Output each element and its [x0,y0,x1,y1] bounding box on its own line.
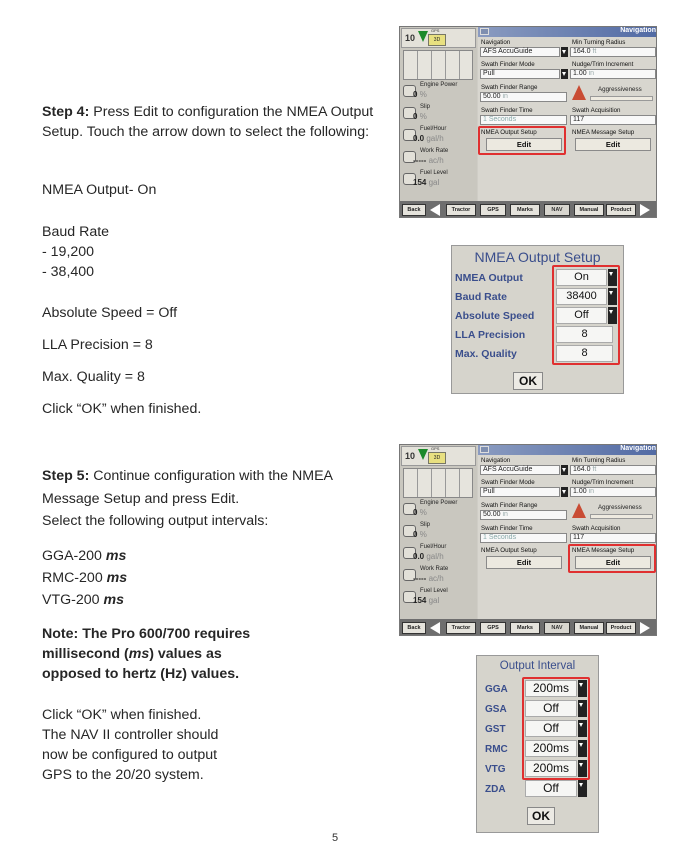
swath-time-label: Swath Finder Time [481,525,533,532]
navigation-dropdown-arrow-icon[interactable] [561,47,568,57]
min-turning-label: Min Turning Radius [572,39,626,46]
row-label-vtg: VTG [485,764,506,775]
step5-final-line1: Click “OK” when finished. [42,707,202,723]
tab-tractor[interactable]: Tractor [446,622,476,634]
tab-gps[interactable]: GPS [480,204,506,216]
nmea-message-edit-button[interactable]: Edit [575,556,651,569]
rmc-select[interactable]: 200ms [525,740,577,757]
nudge-label: Nudge/Trim Increment [572,61,634,68]
swath-mode-label: Swath Finder Mode [481,479,535,486]
swath-range-field[interactable]: 50.00 in [480,510,567,520]
warning-triangle-icon [572,503,586,518]
swath-time-field[interactable]: 1 Seconds [480,533,567,543]
gauge-engine-power: Engine Power 0 % [402,500,476,519]
step5-final-line2: The NAV II controller should [42,727,219,743]
back-button[interactable]: Back [402,204,426,216]
gauge-fuel-hour: Fuel/Hour 0.0 gal/h [402,126,476,145]
page-number: 5 [332,832,339,844]
row-label-rmc: RMC [485,744,508,755]
tab-tractor[interactable]: Tractor [446,204,476,216]
step4-body: Press Edit to configuration the NMEA Output Setup. Touch the arrow down to select the following: [42,104,374,140]
nmea-message-setup-label: NMEA Message Setup [572,547,635,554]
step4-absolute-speed: Absolute Speed = Off [42,305,178,321]
step4-click-ok: Click “OK” when finished. [42,401,202,417]
nmea-message-edit-button[interactable]: Edit [575,138,651,151]
tab-gps[interactable]: GPS [480,622,506,634]
left-gauge-panel [400,27,477,201]
navigation-select[interactable]: AFS AccuGuide [480,465,560,475]
tab-nav[interactable]: NAV [544,204,570,216]
highlight-box [552,265,620,365]
highlight-box [522,677,590,780]
swath-mode-dropdown-arrow-icon[interactable] [561,69,568,79]
nudge-field[interactable]: 1.00 in [570,69,656,79]
step5-body-line2: Message Setup and press Edit. [42,491,240,507]
tab-marks[interactable]: Marks [510,204,540,216]
gps-label: GPS [431,28,440,33]
tab-product[interactable]: Product [606,204,636,216]
dialog-title: NMEA Output Setup [474,249,601,265]
step4-baud-1: - 19,200 [42,244,95,260]
back-button[interactable]: Back [402,622,426,634]
navigation-screen-step4 [399,26,657,218]
gauge-work-rate: Work Rate ----- ac/h [402,566,476,585]
swath-time-label: Swath Finder Time [481,107,533,114]
navigation-header: Navigation [478,27,657,37]
vtg-select[interactable]: 200ms [525,760,577,777]
min-turning-label: Min Turning Radius [572,457,626,464]
tab-product[interactable]: Product [606,622,636,634]
nmea-output-setup-label: NMEA Output Setup [481,129,537,136]
zda-select[interactable]: Off [525,780,577,797]
navigation-dropdown-arrow-icon[interactable] [561,465,568,475]
gps-badge: 3D [428,452,446,464]
step5-interval-vtg: VTG-200 ms [42,592,125,608]
step5-heading: Step 5: [42,468,90,484]
swath-acq-label: Swath Acquisition [572,107,621,114]
row-label-baud-rate: Baud Rate [455,291,507,303]
row-label-lla-precision: LLA Precision [455,329,526,341]
gst-select[interactable]: Off [525,720,577,737]
gps-label: GPS [431,446,440,451]
step5-line1 [42,466,333,486]
min-turning-field[interactable]: 164.0 ft [570,47,656,57]
baud-rate-select[interactable]: 38400 [556,288,607,305]
swath-mode-dropdown-arrow-icon[interactable] [561,487,568,497]
gauge-grid [403,50,473,80]
prev-arrow-icon[interactable] [430,204,440,216]
tab-marks[interactable]: Marks [510,622,540,634]
tab-manual[interactable]: Manual [574,204,604,216]
absolute-speed-select[interactable]: Off [556,307,607,324]
step5-final-line4: GPS to the 20/20 system. [42,767,204,783]
close-icon[interactable] [480,28,489,35]
gga-select[interactable]: 200ms [525,680,577,697]
swath-acq-label: Swath Acquisition [572,525,621,532]
swath-time-field[interactable]: 1 Seconds [480,115,567,125]
step5-note-line3: opposed to hertz (Hz) values. [42,666,240,682]
tab-manual[interactable]: Manual [574,622,604,634]
gauge-fuel-hour: Fuel/Hour 0.0 gal/h [402,544,476,563]
row-label-gsa: GSA [485,704,507,715]
gauge-work-rate: Work Rate ----- ac/h [402,148,476,167]
step5-note-line2: millisecond (ms) values as [42,646,222,662]
navigation-screen-step5 [399,444,657,636]
step4-baud-title: Baud Rate [42,224,110,240]
aggressiveness-slider[interactable]: Aggressiveness [570,503,655,521]
navigation-select[interactable]: AFS AccuGuide [480,47,560,57]
zda-dropdown-arrow-icon[interactable] [578,780,587,797]
highlight-box [478,126,566,155]
prev-arrow-icon[interactable] [430,622,440,634]
step4-instructions [42,102,387,142]
down-arrow-icon [418,449,428,460]
swath-acq-field[interactable]: 117 [570,533,656,543]
step5-interval-gga: GGA-200 ms [42,548,127,564]
navigation-label: Navigation [481,39,511,46]
tab-nav[interactable]: NAV [544,622,570,634]
top-number: 10 [405,451,416,461]
lla-precision-field[interactable]: 8 [556,326,613,343]
nmea-output-edit-button[interactable]: Edit [486,556,562,569]
bottom-nav-bar [400,201,657,218]
swath-mode-select[interactable]: Pull [480,69,560,79]
dialog-title: Output Interval [499,660,576,672]
step4-nmea-output: NMEA Output- On [42,182,157,198]
gauge-fuel-level: Fuel Level 154 gal [402,588,476,607]
output-interval-dialog [476,655,599,833]
aggressiveness-slider[interactable]: Aggressiveness [570,85,655,103]
top-number: 10 [405,33,416,43]
swath-acq-field[interactable]: 117 [570,115,656,125]
nudge-label: Nudge/Trim Increment [572,479,634,486]
swath-range-label: Swath Finder Range [481,502,538,509]
gps-badge: 3D [428,34,446,46]
nmea-output-edit-button[interactable]: Edit [486,138,562,151]
next-arrow-icon[interactable] [640,204,650,216]
row-label-gst: GST [485,724,506,735]
highlight-box [568,544,656,573]
row-label-absolute-speed: Absolute Speed [455,310,535,322]
next-arrow-icon[interactable] [640,622,650,634]
step4-max-quality: Max. Quality = 8 [42,369,145,385]
swath-range-field[interactable]: 50.00 in [480,92,567,102]
row-label-zda: ZDA [485,784,506,795]
ok-button[interactable]: OK [513,372,543,390]
step4-lla-precision: LLA Precision = 8 [42,337,153,353]
ok-button[interactable]: OK [527,807,555,825]
min-turning-field[interactable]: 164.0 ft [570,465,656,475]
nmea-output-setup-label: NMEA Output Setup [481,547,537,554]
gauge-slip: Slip 0 % [402,522,476,541]
nmea-message-setup-label: NMEA Message Setup [572,129,635,136]
step5-final-line3: now be configured to output [42,747,218,763]
swath-range-label: Swath Finder Range [481,84,538,91]
step4-heading: Step 4: [42,104,90,120]
row-label-max-quality: Max. Quality [455,348,517,360]
navigation-panel [478,27,657,201]
gauge-engine-power: Engine Power 0 % [402,82,476,101]
nmea-output-setup-dialog [451,245,624,394]
navigation-label: Navigation [481,457,511,464]
warning-triangle-icon [572,85,586,100]
nudge-field[interactable]: 1.00 in [570,487,656,497]
close-icon[interactable] [480,446,489,453]
step5-body-line3: Select the following output intervals: [42,513,269,529]
step5-note-line1: Note: The Pro 600/700 requires [42,626,251,642]
gsa-select[interactable]: Off [525,700,577,717]
step5-interval-rmc: RMC-200 ms [42,570,128,586]
step4-baud-2: - 38,400 [42,264,95,280]
bottom-nav-bar [400,619,657,636]
swath-mode-label: Swath Finder Mode [481,61,535,68]
row-label-gga: GGA [485,684,508,695]
gauge-grid [403,468,473,498]
swath-mode-select[interactable]: Pull [480,487,560,497]
navigation-panel [478,445,657,619]
max-quality-field[interactable]: 8 [556,345,613,362]
row-label-nmea-output: NMEA Output [455,272,523,284]
step5-body-line1: Continue configuration with the NMEA [93,468,334,484]
navigation-header: Navigation [478,445,657,455]
gauge-fuel-level: Fuel Level 154 gal [402,170,476,189]
nmea-output-select[interactable]: On [556,269,607,286]
gauge-slip: Slip 0 % [402,104,476,123]
down-arrow-icon [418,31,428,42]
